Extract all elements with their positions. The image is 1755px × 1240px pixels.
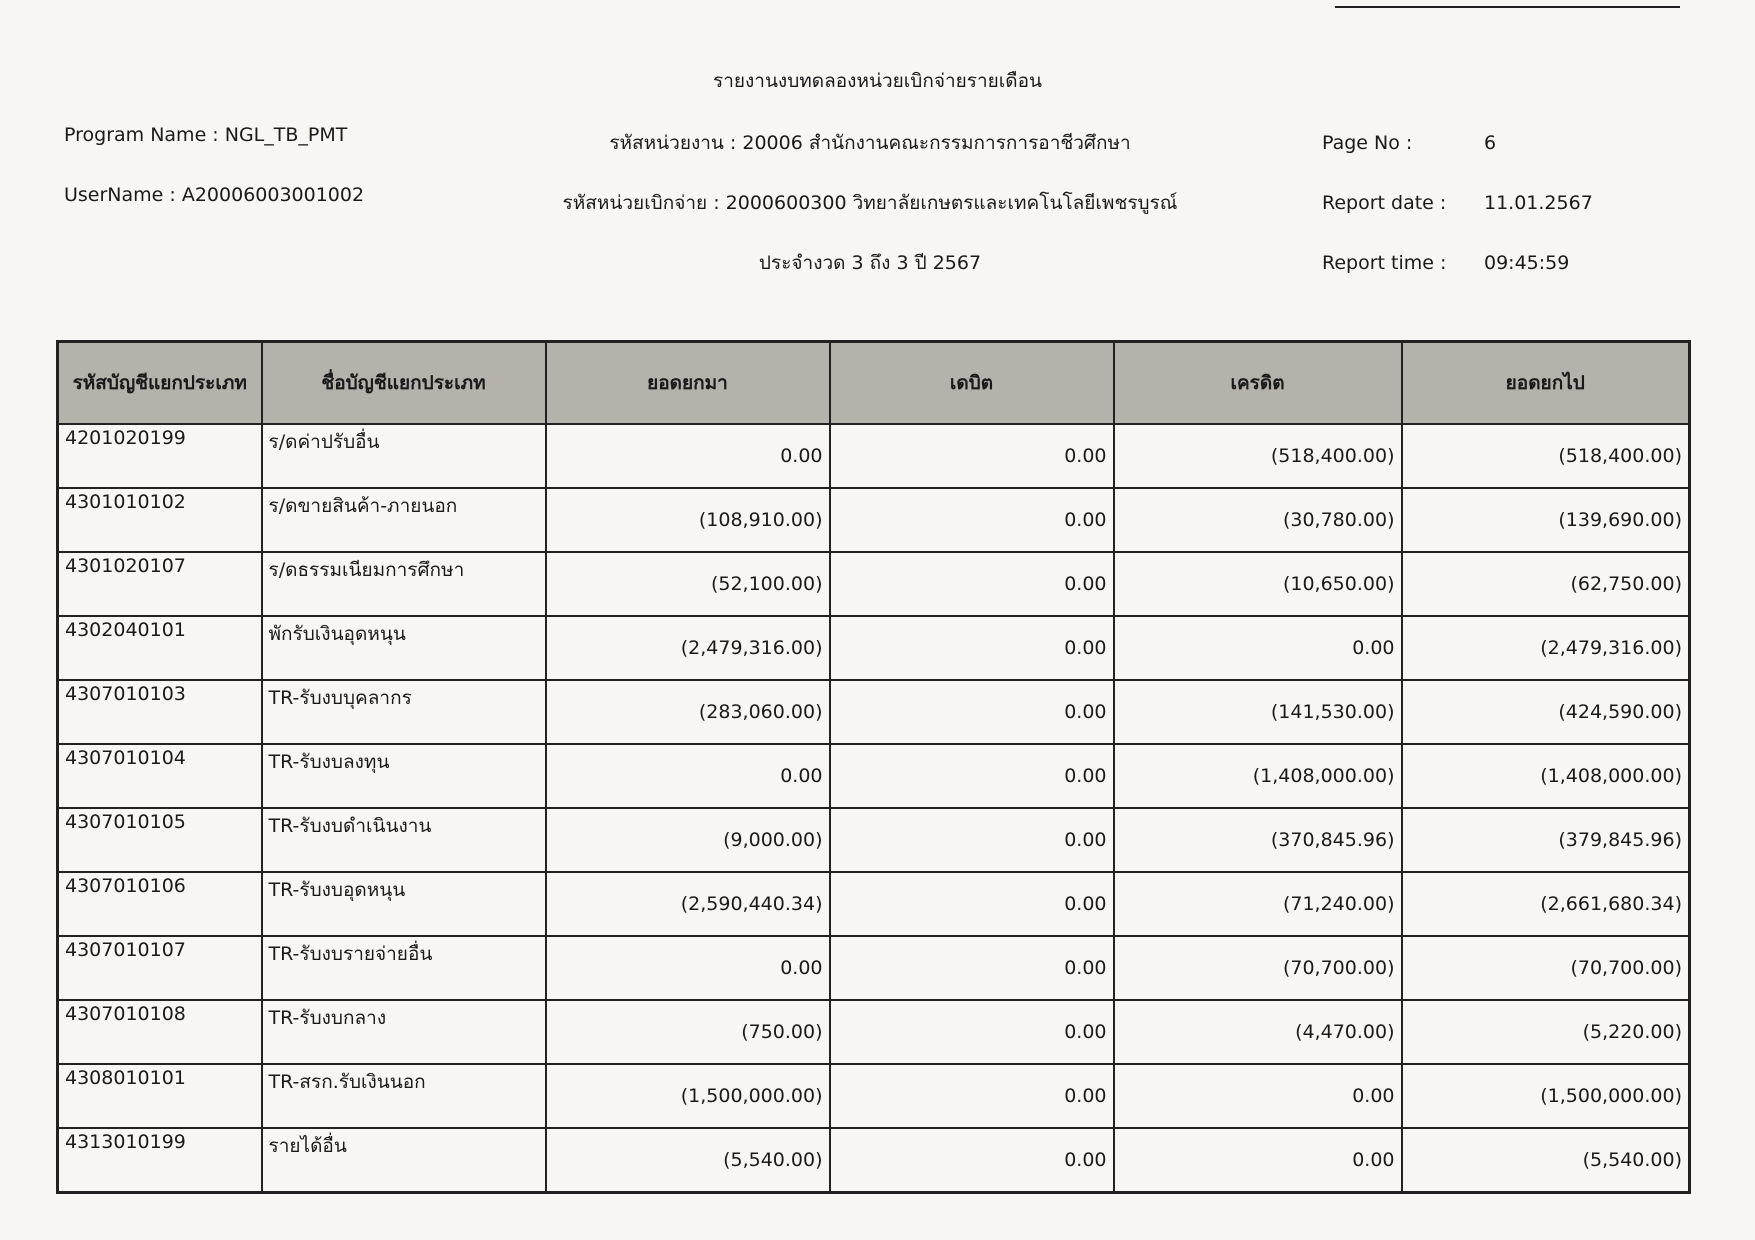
closing-balance: (70,700.00) xyxy=(1402,936,1690,1000)
account-name: ร/ดขายสินค้า-ภายนอก xyxy=(262,488,546,552)
opening-balance: (108,910.00) xyxy=(546,488,830,552)
opening-balance: (9,000.00) xyxy=(546,808,830,872)
debit: 0.00 xyxy=(830,1000,1114,1064)
closing-balance: (2,479,316.00) xyxy=(1402,616,1690,680)
table-row xyxy=(58,744,1690,808)
account-code: 4301010102 xyxy=(58,488,262,552)
account-code: 4307010103 xyxy=(58,680,262,744)
account-code: 4201020199 xyxy=(58,424,262,488)
disbursing-unit-line: รหัสหน่วยเบิกจ่าย : 2000600300 วิทยาลัยเกษตรและเทคโนโลยีเพชรบูรณ์ xyxy=(562,192,1178,214)
account-name: TR-สรก.รับเงินนอก xyxy=(262,1064,546,1128)
account-code: 4307010108 xyxy=(58,1000,262,1064)
account-name: ร/ดธรรมเนียมการศึกษา xyxy=(262,552,546,616)
header-debit: เดบิต xyxy=(830,342,1114,425)
header-opening-balance: ยอดยกมา xyxy=(546,342,830,425)
table-row xyxy=(58,1128,1690,1193)
opening-balance: (1,500,000.00) xyxy=(546,1064,830,1128)
account-name: รายได้อื่น xyxy=(262,1128,546,1193)
table-row xyxy=(58,424,1690,488)
opening-balance: (2,479,316.00) xyxy=(546,616,830,680)
table-row xyxy=(58,680,1690,744)
closing-balance: (518,400.00) xyxy=(1402,424,1690,488)
debit: 0.00 xyxy=(830,424,1114,488)
account-code: 4307010106 xyxy=(58,872,262,936)
account-code: 4307010107 xyxy=(58,936,262,1000)
account-name: พักรับเงินอุดหนุน xyxy=(262,616,546,680)
header-account-code: รหัสบัญชีแยกประเภท xyxy=(58,342,262,425)
table-row xyxy=(58,1064,1690,1128)
debit: 0.00 xyxy=(830,744,1114,808)
period-line: ประจำงวด 3 ถึง 3 ปี 2567 xyxy=(758,252,982,274)
credit: (71,240.00) xyxy=(1114,872,1402,936)
opening-balance: 0.00 xyxy=(546,936,830,1000)
credit: 0.00 xyxy=(1114,1128,1402,1193)
report-date-value: 11.01.2567 xyxy=(1484,192,1593,214)
closing-balance: (62,750.00) xyxy=(1402,552,1690,616)
account-code: 4307010104 xyxy=(58,744,262,808)
closing-balance: (5,220.00) xyxy=(1402,1000,1690,1064)
opening-balance: (2,590,440.34) xyxy=(546,872,830,936)
debit: 0.00 xyxy=(830,1064,1114,1128)
closing-balance: (1,500,000.00) xyxy=(1402,1064,1690,1128)
opening-balance: (750.00) xyxy=(546,1000,830,1064)
debit: 0.00 xyxy=(830,616,1114,680)
report-title: รายงานงบทดลองหน่วยเบิกจ่ายรายเดือน xyxy=(712,70,1043,92)
header-credit: เครดิต xyxy=(1114,342,1402,425)
table-row xyxy=(58,808,1690,872)
account-code: 4308010101 xyxy=(58,1064,262,1128)
credit: (518,400.00) xyxy=(1114,424,1402,488)
table-row xyxy=(58,552,1690,616)
table-row xyxy=(58,936,1690,1000)
debit: 0.00 xyxy=(830,808,1114,872)
top-border-line xyxy=(1335,6,1680,8)
report-time-value: 09:45:59 xyxy=(1484,252,1570,274)
credit: (70,700.00) xyxy=(1114,936,1402,1000)
account-name: TR-รับงบบุคลากร xyxy=(262,680,546,744)
debit: 0.00 xyxy=(830,552,1114,616)
opening-balance: 0.00 xyxy=(546,424,830,488)
credit: (1,408,000.00) xyxy=(1114,744,1402,808)
program-name: Program Name : NGL_TB_PMT xyxy=(64,124,348,146)
header-account-name: ชื่อบัญชีแยกประเภท xyxy=(262,342,546,425)
closing-balance: (379,845.96) xyxy=(1402,808,1690,872)
credit: 0.00 xyxy=(1114,616,1402,680)
report-time-label: Report time : xyxy=(1322,252,1447,274)
opening-balance: (283,060.00) xyxy=(546,680,830,744)
table-row xyxy=(58,872,1690,936)
report-date-label: Report date : xyxy=(1322,192,1447,214)
page-no-value: 6 xyxy=(1484,132,1497,154)
account-code: 4302040101 xyxy=(58,616,262,680)
credit: (4,470.00) xyxy=(1114,1000,1402,1064)
header-closing-balance: ยอดยกไป xyxy=(1402,342,1690,425)
account-name: ร/ดค่าปรับอื่น xyxy=(262,424,546,488)
closing-balance: (424,590.00) xyxy=(1402,680,1690,744)
account-code: 4307010105 xyxy=(58,808,262,872)
opening-balance: 0.00 xyxy=(546,744,830,808)
debit: 0.00 xyxy=(830,488,1114,552)
credit: (370,845.96) xyxy=(1114,808,1402,872)
agency-line: รหัสหน่วยงาน : 20006 สำนักงานคณะกรรมการการอาชีวศึกษา xyxy=(609,132,1131,154)
debit: 0.00 xyxy=(830,936,1114,1000)
account-name: TR-รับงบลงทุน xyxy=(262,744,546,808)
opening-balance: (5,540.00) xyxy=(546,1128,830,1193)
account-name: TR-รับงบดำเนินงาน xyxy=(262,808,546,872)
closing-balance: (5,540.00) xyxy=(1402,1128,1690,1193)
credit: (10,650.00) xyxy=(1114,552,1402,616)
closing-balance: (1,408,000.00) xyxy=(1402,744,1690,808)
user-name: UserName : A20006003001002 xyxy=(64,184,365,206)
credit: (30,780.00) xyxy=(1114,488,1402,552)
trial-balance-table xyxy=(56,340,1691,1194)
account-name: TR-รับงบกลาง xyxy=(262,1000,546,1064)
debit: 0.00 xyxy=(830,680,1114,744)
page-no-label: Page No : xyxy=(1322,132,1413,154)
credit: (141,530.00) xyxy=(1114,680,1402,744)
table-row xyxy=(58,1000,1690,1064)
table-row xyxy=(58,616,1690,680)
debit: 0.00 xyxy=(830,872,1114,936)
account-name: TR-รับงบรายจ่ายอื่น xyxy=(262,936,546,1000)
account-name: TR-รับงบอุดหนุน xyxy=(262,872,546,936)
opening-balance: (52,100.00) xyxy=(546,552,830,616)
credit: 0.00 xyxy=(1114,1064,1402,1128)
account-code: 4301020107 xyxy=(58,552,262,616)
closing-balance: (139,690.00) xyxy=(1402,488,1690,552)
account-code: 4313010199 xyxy=(58,1128,262,1193)
debit: 0.00 xyxy=(830,1128,1114,1193)
table-header-row xyxy=(58,342,1690,425)
closing-balance: (2,661,680.34) xyxy=(1402,872,1690,936)
table-row xyxy=(58,488,1690,552)
